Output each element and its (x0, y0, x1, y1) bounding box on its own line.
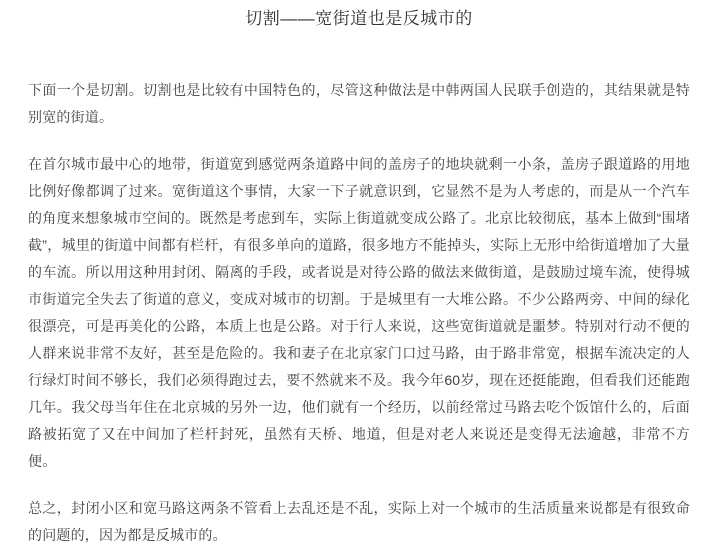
article-page (0, 6, 718, 543)
paragraph-body: 在首尔城市最中心的地带，街道宽到感觉两条道路中间的盖房子的地块就剩一小条，盖房子跟道路的用地比例好像都调了过来。宽街道这个事情，大家一下子就意识到，它显然不是为人考虑的，而是从一个汽车的角度来想象城市空间的。既然是考虑到车，实际上街道就变成公路了。北京比较彻底，基本上做到“围堵截”，城里的街道中间都有栏杆，有很多单向的道路，很多地方不能掉头，实际上无形中给街道增加了大量的车流。所以用这种用封闭、隔离的手段，或者说是对待公路的做法来做街道，是鼓励过境车流，使得城市街道完全失去了街道的意义，变成对城市的切割。于是城里有一大堆公路。不少公路两旁、中间的绿化很漂亮，可是再美化的公路，本质上也是公路。对于行人来说，这些宽街道就是噩梦。特别对行动不便的人群来说非常不友好，甚至是危险的。我和妻子在北京家门口过马路，由于路非常宽，根据车流决定的人行绿灯时间不够长，我们必须得跑过去，要不然就来不及。我今年60岁，现在还挺能跑，但看我们还能跑几年。我父母当年住在北京城的另外一边，他们就有一个经历，以前经常过马路去吃个饭馆什么的，后面路被拓宽了又在中间加了栏杆封死，虽然有天桥、地道，但是对老人来说还是变得无法逾越，非常不方便。 (28, 156, 690, 469)
paragraph-intro: 下面一个是切割。切割也是比较有中国特色的，尽管这种做法是中韩两国人民联手创造的，其结果就是特别宽的街道。 (28, 82, 690, 125)
page-title: 切割——宽街道也是反城市的 (245, 9, 473, 28)
paragraph-conclusion: 总之，封闭小区和宽马路这两条不管看上去乱还是不乱，实际上对一个城市的生活质量来说都是有很致命的问题的，因为都是反城市的。 (28, 500, 690, 543)
